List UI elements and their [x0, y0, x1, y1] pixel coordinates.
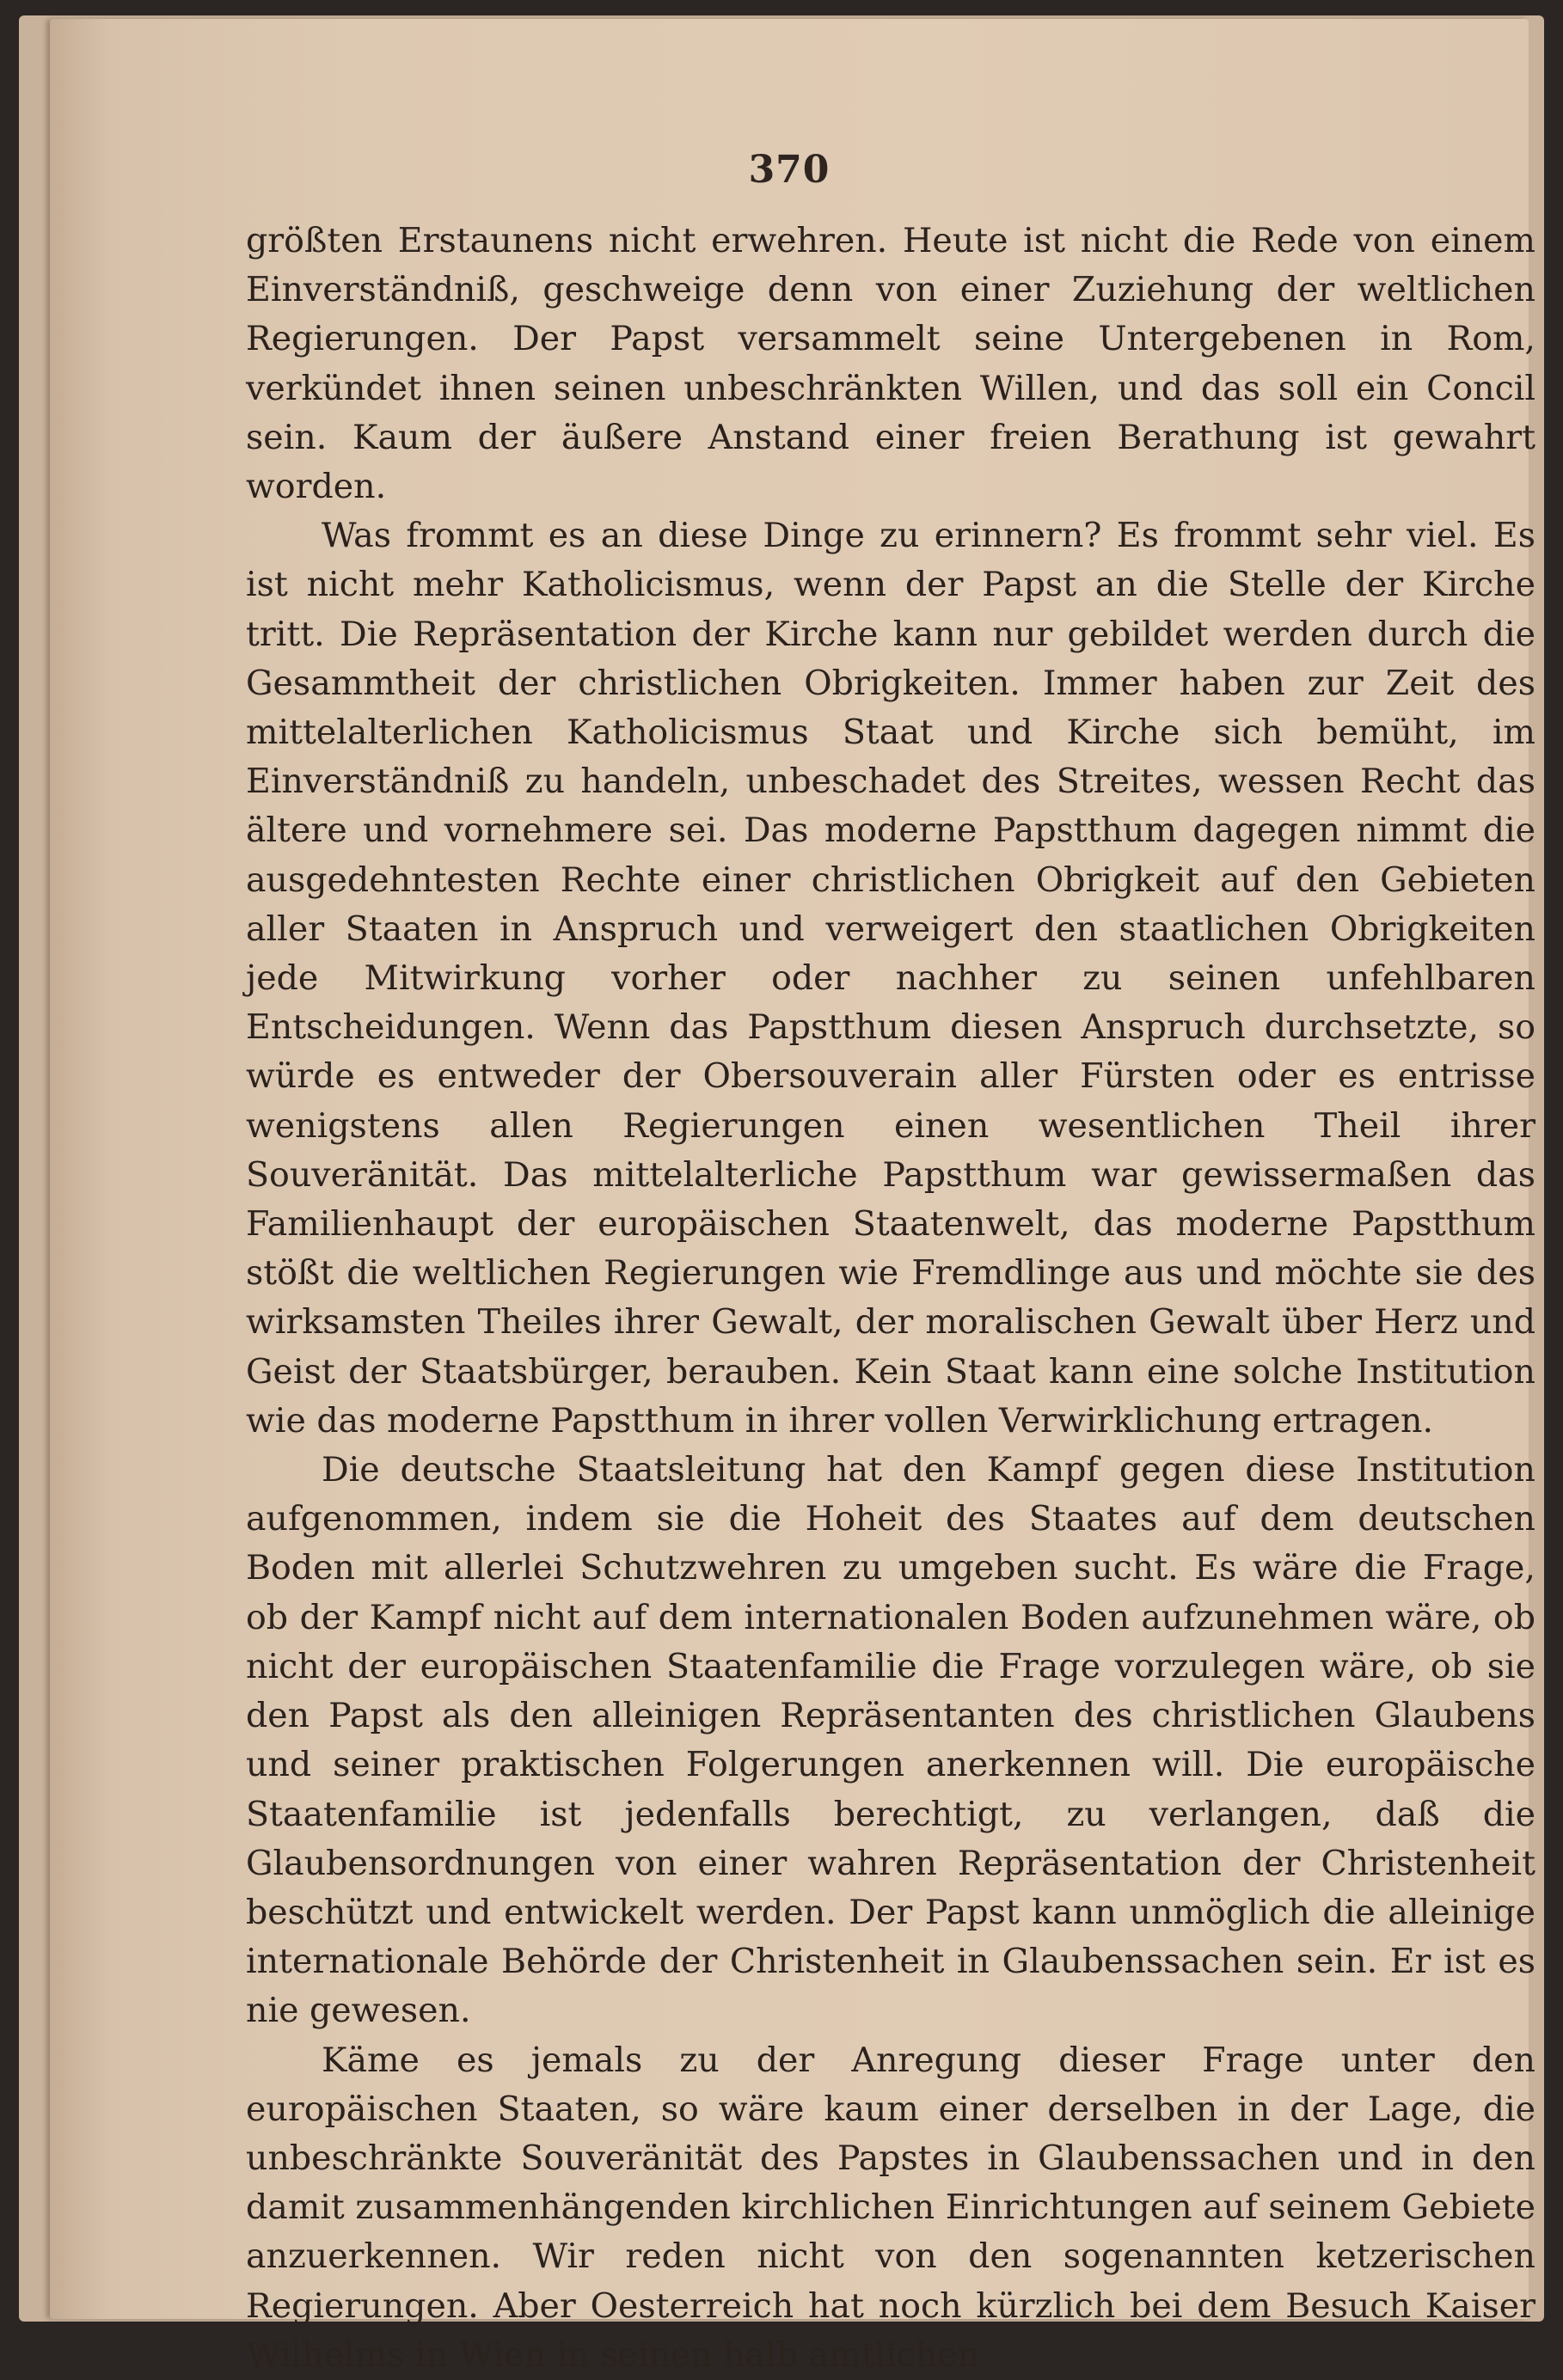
paragraph-1: größten Erstaunens nicht erwehren. Heute ist nicht die Rede von einem Einverständniß, geschweige denn von einer Zuziehung der weltlichen Regierungen. Der Papst versammelt seine Untergebenen in Rom, verkündet ihnen seinen unbeschränkten Willen, und das soll ein Concil sein. Kaum der äußere Anstand einer freien Berathung ist gewahrt worden.	[246, 221, 1535, 507]
body-text	[246, 217, 1535, 2380]
paragraph-2: Was frommt es an diese Dinge zu erinnern? Es frommt sehr viel. Es ist nicht mehr Katholicismus, wenn der Papst an die Stelle der Kirche tritt. Die Repräsentation der Kirche kann nur gebildet werden durch die Gesammtheit der christlichen Obrigkeiten. Immer haben zur Zeit des mittelalterlichen Katholicismus Staat und Kirche sich bemüht, im Einverständniß zu handeln, unbeschadet des Streites, wessen Recht das ältere und vornehmere sei. Das moderne Papstthum dagegen nimmt die ausgedehntesten Rechte einer christlichen Obrigkeit auf den Gebieten aller Staaten in Anspruch und verweigert den staatlichen Obrigkeiten jede Mitwirkung vorher oder nachher zu seinen unfehlbaren Entscheidungen. Wenn das Papstthum diesen Anspruch durchsetzte, so würde es entweder der Obersouverain aller Fürsten oder es entrisse wenigstens allen Regierungen einen wesentlichen Theil ihrer Souveränität. Das mittelalterliche Papstthum war gewissermaßen das Familienhaupt der europäischen Staatenwelt, das moderne Papstthum stößt die weltlichen Regierungen wie Fremdlinge aus und möchte sie des wirksamsten Theiles ihrer Gewalt, der moralischen Gewalt über Herz und Geist der Staatsbürger, berauben. Kein Staat kann eine solche Institution wie das moderne Papstthum in ihrer vollen Verwirklichung ertragen.	[246, 516, 1535, 1441]
book-page	[50, 19, 1535, 2375]
paragraph-4: Käme es jemals zu der Anregung dieser Frage unter den europäischen Staaten, so wäre kaum einer derselben in der Lage, die unbeschränkte Souveränität des Papstes in Glaubenssachen und in den damit zusammenhängenden kirchlichen Einrichtungen auf seinem Gebiete anzuerkennen. Wir reden nicht von den sogenannten ketzerischen Regierungen. Aber Oesterreich hat noch kürzlich bei dem Besuch Kaiser Wilhelms in Wien in seinen halb amtlichen	[246, 2040, 1535, 2375]
page-number: 370	[748, 148, 831, 192]
paragraph-3: Die deutsche Staatsleitung hat den Kampf gegen diese Institution aufgenommen, indem sie die Hoheit des Staates auf dem deutschen Boden mit allerlei Schutzwehren zu umgeben sucht. Es wäre die Frage, ob der Kampf nicht auf dem internationalen Boden aufzunehmen wäre, ob nicht der europäischen Staatenfamilie die Frage vorzulegen wäre, ob sie den Papst als den alleinigen Repräsentanten des christlichen Glaubens und seiner praktischen Folgerungen anerkennen will. Die europäische Staatenfamilie ist jedenfalls berechtigt, zu verlangen, daß die Glaubensordnungen von einer wahren Repräsentation der Christenheit beschützt und entwickelt werden. Der Papst kann unmöglich die alleinige internationale Behörde der Christenheit in Glaubenssachen sein. Er ist es nie gewesen.	[246, 1450, 1535, 2031]
